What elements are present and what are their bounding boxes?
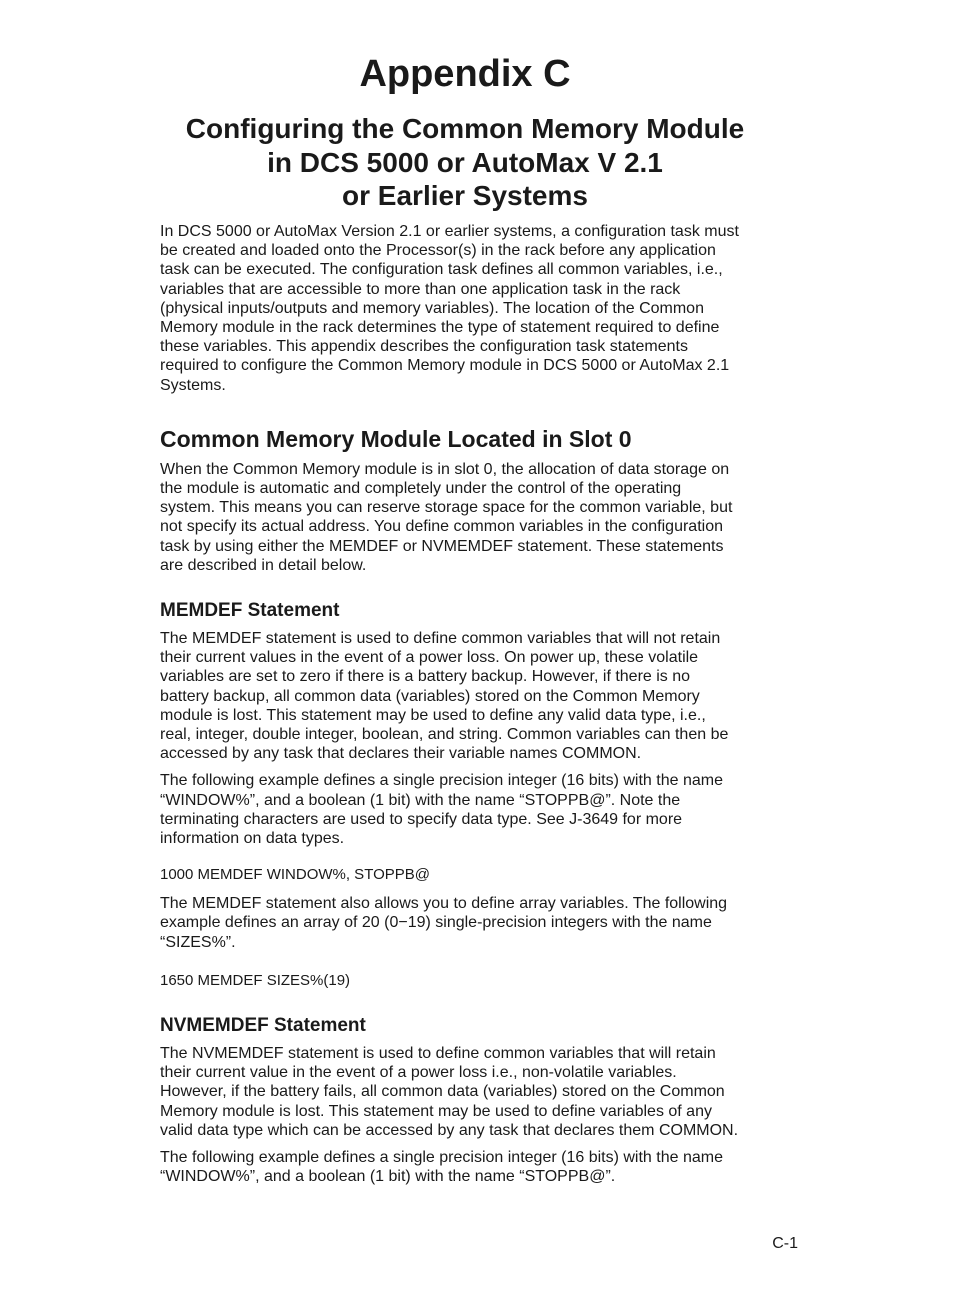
body-content — [160, 222, 776, 1186]
intro-paragraph: In DCS 5000 or AutoMax Version 2.1 or earlier systems, a configuration task must be created and loaded onto the Processor(s) in the rack before any application task can be executed. The configuration task defines all common variables, i.e., variables that are accessible to more than one application task in the rack (physical inputs/outputs and memory variables). The location of the Common Memory module in the rack determines the type of statement required to define these variables. This appendix describes the configuration task statements required to configure the Common Memory module in DCS 5000 or AutoMax 2.1 Systems. — [160, 223, 739, 394]
memdef-paragraph-1: The MEMDEF statement is used to define common variables that will not retain their current values in the event of a power loss. On power up, these volatile variables are set to zero if there is a battery backup. However, if there is no battery backup, all common data (variables) stored on the Common Memory module is lost. This statement may be used to define any valid data type, i.e., real, integer, double integer, boolean, and string. Common variables can then be accessed by any task that declares their variable names COMMON. — [160, 630, 729, 763]
section-heading-slot-0: Common Memory Module Located in Slot 0 — [160, 425, 632, 452]
chapter-title-line-3: or Earlier Systems — [342, 180, 588, 211]
nvmemdef-paragraph-1: The NVMEMDEF statement is used to define common variables that will retain their current value in the event of a power loss i.e., non-volatile variables. However, if the battery fails, all common data (variables) stored on the Common Memory module is lost. This statement may be used to define variables of any valid data type which can be accessed by any task that declares them COMMON. — [160, 1044, 739, 1139]
memdef-paragraph-2: The following example defines a single precision integer (16 bits) with the name “WINDOW%”, and a boolean (1 bit) with the name “STOPPB@”. Note the terminating characters are used to specify data type. See J-3649 for more information on data types. — [160, 772, 723, 848]
memdef-paragraph-3: The MEMDEF statement also allows you to define array variables. The following example defines an array of 20 (0−19) single-precision integers with the name “SIZES%”. — [160, 895, 728, 951]
page-number: C-1 — [772, 1235, 798, 1252]
chapter-title — [0, 112, 930, 213]
chapter-title-line-1: Configuring the Common Memory Module — [185, 113, 745, 144]
section-slot-0-paragraph: When the Common Memory module is in slot 0, the allocation of data storage on the module is automatic and completely under the control of the operating system. This means you can reserve storage space for the common variable, but not specify its actual address. You define common variables in the configuration task by using either the MEMDEF or NVMEMDEF statement. These statements are described in detail below. — [160, 460, 733, 574]
appendix-title: Appendix C — [359, 53, 571, 95]
memdef-code-example-1: 1000 MEMDEF WINDOW%, STOPPB@ — [160, 866, 430, 884]
memdef-heading: MEMDEF Statement — [160, 600, 340, 622]
nvmemdef-paragraph-2: The following example defines a single precision integer (16 bits) with the name “WINDOW%”, and a boolean (1 bit) with the name “STOPPB@”. — [160, 1148, 723, 1186]
chapter-title-line-2: in DCS 5000 or AutoMax V 2.1 — [267, 146, 663, 178]
nvmemdef-heading: NVMEMDEF Statement — [160, 1014, 366, 1036]
memdef-code-example-2: 1650 MEMDEF SIZES%(19) — [160, 971, 351, 989]
